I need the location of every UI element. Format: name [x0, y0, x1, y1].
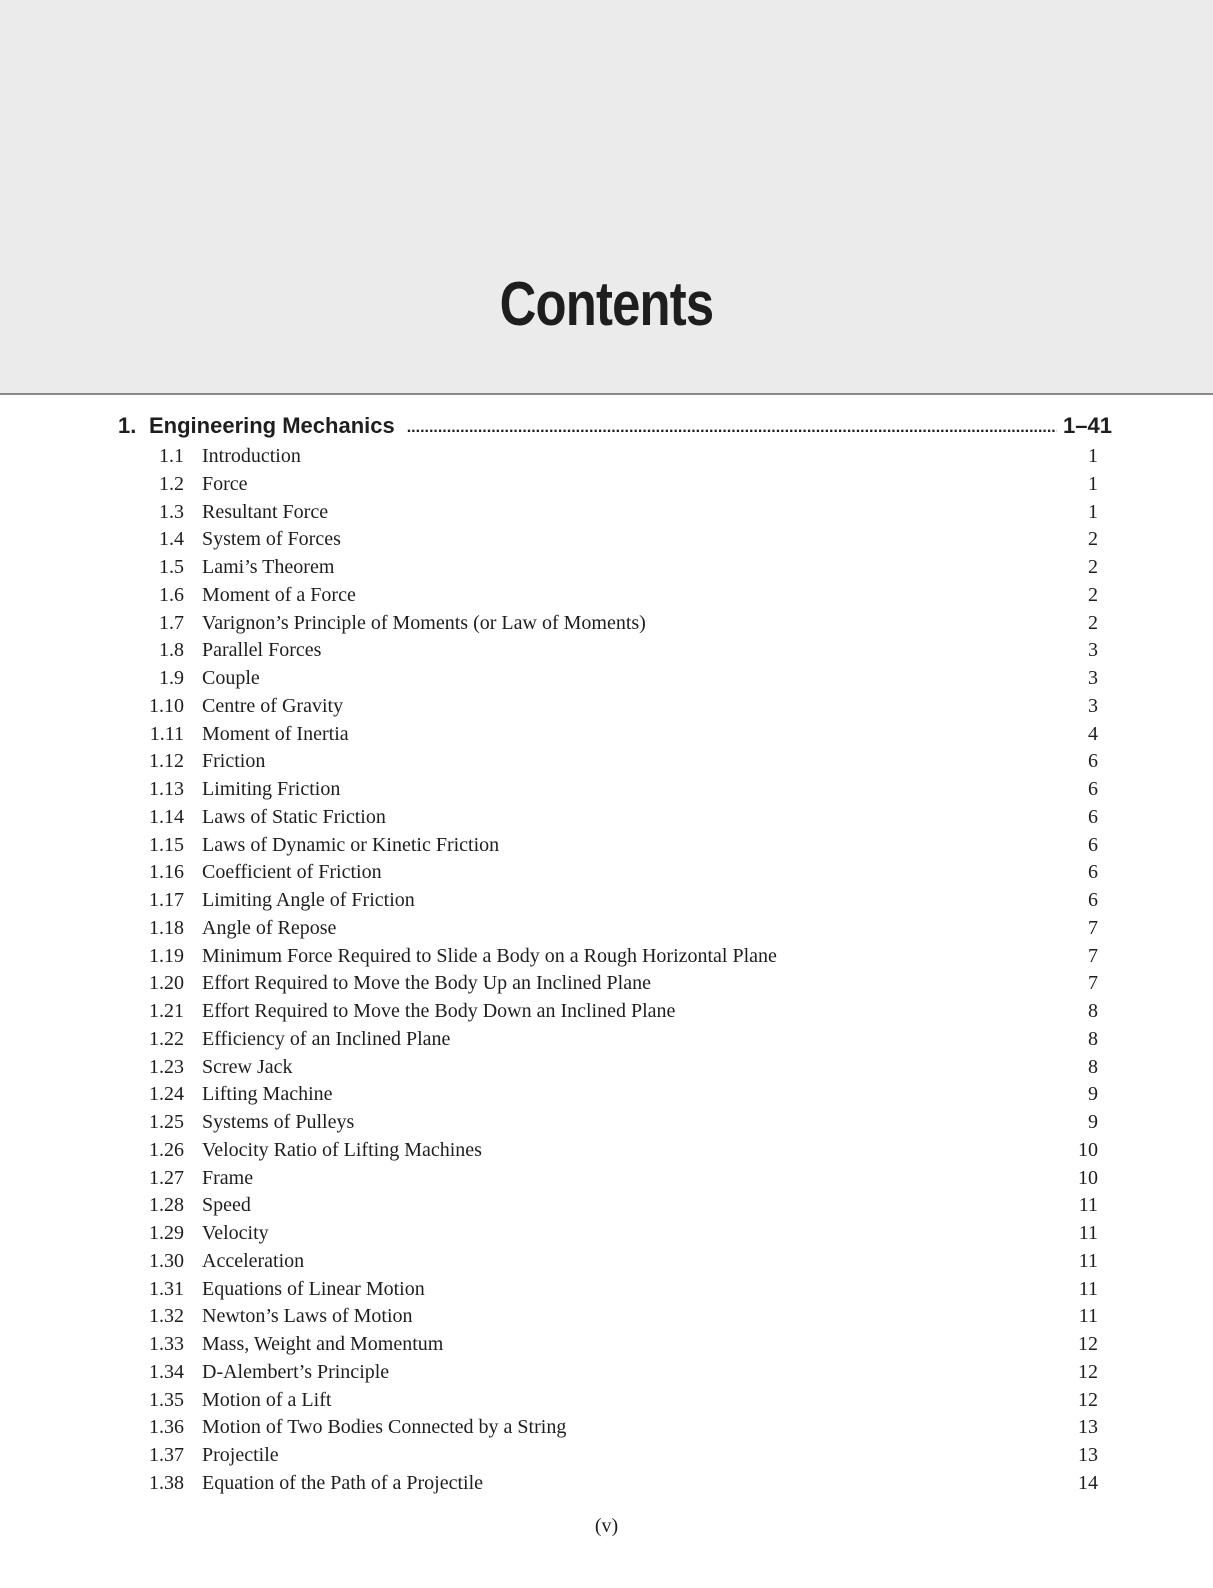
toc-entry: [0, 1414, 1213, 1442]
toc-entry: [0, 693, 1213, 721]
section-number: 1.11: [149, 722, 184, 745]
section-page-number: 12: [1078, 1333, 1098, 1355]
section-title: Systems of Pulleys: [202, 1111, 355, 1133]
toc-entry: [0, 776, 1213, 804]
toc-entry: [0, 610, 1213, 638]
section-page-number: 6: [1088, 750, 1098, 773]
toc-entry: [0, 1387, 1213, 1415]
section-title: Limiting Angle of Friction: [202, 889, 415, 911]
section-number: 1.16: [149, 861, 184, 884]
section-page-number: 6: [1088, 778, 1098, 800]
section-number: 1.35: [149, 1388, 184, 1411]
chapter-heading: [118, 411, 1112, 441]
section-title: Projectile: [202, 1444, 279, 1466]
section-page-number: 11: [1078, 1277, 1098, 1300]
section-page-number: 7: [1088, 944, 1098, 967]
section-page-number: 14: [1078, 1471, 1098, 1494]
section-title: Laws of Static Friction: [202, 805, 386, 828]
section-page-number: 13: [1078, 1444, 1098, 1466]
section-number: 1.12: [149, 750, 184, 773]
section-title: D-Alembert’s Principle: [202, 1360, 390, 1383]
toc-entry: [0, 1137, 1213, 1165]
toc-entry: [0, 471, 1213, 499]
section-title: Lami’s Theorem: [202, 556, 335, 578]
section-title: Moment of Inertia: [202, 722, 349, 745]
toc-entry: [0, 1165, 1213, 1193]
section-page-number: 9: [1088, 1083, 1098, 1106]
toc-entry: [0, 915, 1213, 943]
section-number: 1.6: [159, 583, 184, 606]
toc-entry: [0, 721, 1213, 749]
toc-section-list: [0, 443, 1213, 1498]
toc-entry: [0, 859, 1213, 887]
section-number: 1.30: [149, 1249, 184, 1272]
section-title: Motion of a Lift: [202, 1388, 332, 1411]
section-number: 1.32: [149, 1305, 184, 1328]
section-page-number: 1: [1088, 472, 1098, 495]
toc-entry: [0, 1331, 1213, 1359]
section-number: 1.5: [159, 556, 184, 578]
section-number: 1.25: [149, 1111, 184, 1133]
section-number: 1.10: [149, 694, 184, 717]
section-title: Frame: [202, 1166, 254, 1189]
toc-entry: [0, 1220, 1213, 1248]
section-title: Angle of Repose: [202, 916, 337, 939]
toc-entry: [0, 748, 1213, 776]
section-page-number: 6: [1088, 889, 1098, 911]
section-page-number: 4: [1088, 722, 1098, 745]
section-title: Couple: [202, 667, 260, 689]
section-page-number: 10: [1078, 1166, 1098, 1189]
section-number: 1.17: [149, 889, 184, 911]
section-number: 1.1: [159, 445, 184, 467]
page-number: (v): [594, 1515, 619, 1537]
section-title: Coefficient of Friction: [202, 861, 382, 884]
section-title: Minimum Force Required to Slide a Body on a Rough Horizontal Plane: [202, 944, 777, 967]
toc-entry: [0, 804, 1213, 832]
section-title: Moment of a Force: [202, 583, 356, 606]
section-title: Force: [202, 472, 248, 495]
section-page-number: 10: [1078, 1138, 1098, 1161]
section-page-number: 2: [1088, 583, 1098, 606]
section-title: Parallel Forces: [202, 639, 322, 662]
section-number: 1.4: [159, 528, 184, 551]
section-number: 1.27: [149, 1166, 184, 1189]
section-number: 1.29: [149, 1222, 184, 1244]
section-page-number: 7: [1088, 972, 1098, 995]
section-title: Lifting Machine: [202, 1083, 333, 1106]
section-number: 1.22: [149, 1027, 184, 1050]
section-title: Mass, Weight and Momentum: [202, 1333, 444, 1355]
section-title: System of Forces: [202, 528, 341, 551]
section-page-number: 1: [1088, 500, 1098, 523]
section-number: 1.13: [149, 778, 184, 800]
section-title: Effort Required to Move the Body Up an Inclined Plane: [202, 972, 651, 995]
section-number: 1.9: [159, 667, 184, 689]
section-page-number: 2: [1088, 528, 1098, 551]
toc-entry: [0, 582, 1213, 610]
toc-entry: [0, 637, 1213, 665]
section-title: Equations of Linear Motion: [202, 1277, 425, 1300]
section-number: 1.8: [159, 639, 184, 662]
section-number: 1.15: [149, 833, 184, 856]
section-title: Friction: [202, 750, 266, 773]
section-title: Resultant Force: [202, 500, 329, 523]
toc-entry: [0, 1192, 1213, 1220]
page-title: Contents: [499, 270, 714, 339]
section-number: 1.19: [149, 944, 184, 967]
section-page-number: 6: [1088, 805, 1098, 828]
section-title: Effort Required to Move the Body Down an Inclined Plane: [202, 1000, 676, 1022]
section-page-number: 6: [1088, 833, 1098, 856]
toc-entry: [0, 665, 1213, 693]
toc-entry: [0, 998, 1213, 1026]
section-title: Limiting Friction: [202, 778, 341, 800]
toc-entry: [0, 1276, 1213, 1304]
section-page-number: 13: [1078, 1416, 1098, 1439]
toc-entry: [0, 443, 1213, 471]
chapter-title: Engineering Mechanics: [149, 413, 395, 438]
section-page-number: 11: [1078, 1194, 1098, 1217]
section-title: Varignon’s Principle of Moments (or Law of Moments): [202, 611, 646, 634]
section-page-number: 11: [1078, 1222, 1098, 1244]
toc-entry: [0, 1026, 1213, 1054]
section-title: Screw Jack: [202, 1055, 293, 1078]
section-page-number: 8: [1088, 1027, 1098, 1050]
section-title: Centre of Gravity: [202, 694, 344, 717]
section-page-number: 8: [1088, 1055, 1098, 1078]
section-page-number: 1: [1088, 445, 1098, 467]
section-number: 1.36: [149, 1416, 184, 1439]
section-number: 1.14: [149, 805, 184, 828]
section-title: Laws of Dynamic or Kinetic Friction: [202, 833, 500, 856]
section-title: Velocity Ratio of Lifting Machines: [202, 1138, 482, 1161]
section-page-number: 11: [1078, 1249, 1098, 1272]
chapter-page-range: 1–41: [1063, 413, 1112, 438]
toc-entry: [0, 1248, 1213, 1276]
section-number: 1.18: [149, 916, 184, 939]
section-title: Motion of Two Bodies Connected by a String: [202, 1416, 567, 1439]
section-page-number: 12: [1078, 1388, 1098, 1411]
toc-entry: [0, 1442, 1213, 1470]
chapter-number: 1.: [118, 413, 137, 438]
section-page-number: 9: [1088, 1111, 1098, 1133]
section-title: Introduction: [202, 445, 301, 467]
toc-entry: [0, 1303, 1213, 1331]
section-title: Efficiency of an Inclined Plane: [202, 1027, 451, 1050]
section-page-number: 2: [1088, 556, 1098, 578]
toc-entry: [0, 1054, 1213, 1082]
section-number: 1.33: [149, 1333, 184, 1355]
section-number: 1.3: [159, 500, 184, 523]
section-page-number: 7: [1088, 916, 1098, 939]
toc-entry: [0, 1081, 1213, 1109]
section-number: 1.20: [149, 972, 184, 995]
section-page-number: 12: [1078, 1360, 1098, 1383]
section-number: 1.7: [159, 611, 184, 634]
section-page-number: 6: [1088, 861, 1098, 884]
section-number: 1.38: [149, 1471, 184, 1494]
section-title: Acceleration: [202, 1249, 305, 1272]
section-number: 1.24: [149, 1083, 184, 1106]
section-page-number: 3: [1088, 694, 1098, 717]
section-number: 1.37: [149, 1444, 184, 1466]
section-number: 1.34: [149, 1360, 184, 1383]
toc-entry: [0, 943, 1213, 971]
section-number: 1.2: [159, 472, 184, 495]
toc-entry: [0, 1109, 1213, 1137]
section-page-number: 3: [1088, 639, 1098, 662]
section-title: Velocity: [202, 1222, 269, 1244]
section-title: Newton’s Laws of Motion: [202, 1305, 413, 1328]
section-number: 1.21: [149, 1000, 184, 1022]
toc-entry: [0, 554, 1213, 582]
toc-entry: [0, 1470, 1213, 1498]
section-number: 1.28: [149, 1194, 184, 1217]
dot-leader: [407, 413, 1057, 443]
toc-entry: [0, 887, 1213, 915]
section-page-number: 2: [1088, 611, 1098, 634]
toc-entry: [0, 832, 1213, 860]
toc-entry: [0, 526, 1213, 554]
section-title: Equation of the Path of a Projectile: [202, 1471, 484, 1494]
toc-entry: [0, 499, 1213, 527]
section-number: 1.31: [149, 1277, 184, 1300]
toc-entry: [0, 970, 1213, 998]
section-number: 1.26: [149, 1138, 184, 1161]
section-page-number: 11: [1078, 1305, 1098, 1328]
section-page-number: 3: [1088, 667, 1098, 689]
section-page-number: 8: [1088, 1000, 1098, 1022]
toc-entry: [0, 1359, 1213, 1387]
section-title: Speed: [202, 1194, 251, 1217]
section-number: 1.23: [149, 1055, 184, 1078]
